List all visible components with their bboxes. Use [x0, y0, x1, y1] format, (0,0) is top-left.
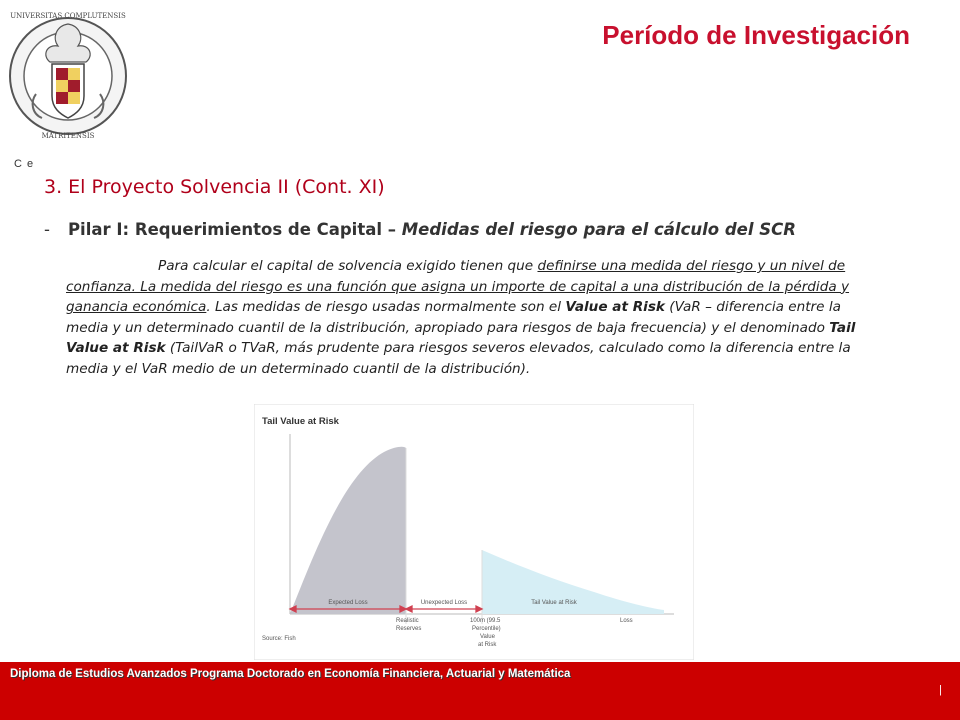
footer-text: Diploma de Estudios Avanzados Programa Doctorado en Economía Financiera, Actuarial y Matemática [10, 668, 571, 680]
logo-text-bottom: MATRITENSIS [41, 132, 95, 140]
band-expected-loss: Expected Loss [328, 600, 368, 606]
label-loss: Loss [620, 618, 633, 624]
page-number: | [939, 684, 942, 696]
faint-text: C e [14, 158, 35, 170]
section-title: 3. El Proyecto Solvencia II (Cont. XI) [44, 176, 385, 198]
label-var-3: Value [480, 634, 495, 640]
band-tail-value-at-risk: Tail Value at Risk [531, 600, 577, 606]
label-var-1: 100m (99.5 [470, 618, 501, 624]
label-var-4: at Risk [478, 642, 497, 648]
university-crest-logo [6, 4, 130, 144]
para-tvar-term: Tail Value at Risk [66, 319, 856, 356]
para-part-7: (TailVaR o TVaR, más prudente para riesgos severos elevados, calculado como la diferencia entre la media y el VaR medio de un determinado cuantil de la distribución). [66, 340, 851, 377]
band-unexpected-loss: Unexpected Loss [420, 600, 468, 606]
label-var-2: Percentile) [472, 626, 501, 632]
para-part-1: Para calcular el capital de solvencia exigido tienen que [158, 258, 538, 274]
para-part-3: . Las medidas de riesgo usadas normalmente son el [206, 299, 566, 315]
logo-text-top: UNIVERSITAS COMPLUTENSIS [10, 12, 126, 20]
para-var-term: Value at Risk [565, 299, 665, 315]
label-reserves-1: Realistic [396, 618, 419, 624]
para-part-5: (VaR – diferencia entre la media y un determinado cuantil de la distribución, apropiado para riesgos de baja frecuencia) y el denominado [66, 299, 841, 336]
figure-title: Tail Value at Risk [262, 416, 339, 427]
pilar-bold-text: Pilar I: Requerimientos de Capital – [67, 220, 397, 239]
para-underlined: definirse una medida del riesgo y un nivel de confianza. La medida del riesgo es una función que asigna un importe de capital a una distribución de la pérdida y ganancia económica [66, 258, 850, 315]
page-title: Período de Investigación [602, 20, 910, 50]
pilar-heading [44, 220, 796, 239]
pilar-italic-text: Medidas del riesgo para el cálculo del SCR [401, 220, 796, 239]
tail-value-at-risk-figure [254, 404, 694, 660]
body-paragraph [66, 256, 886, 379]
figure-source: Source: Fish [262, 636, 296, 642]
label-reserves-2: Reserves [396, 626, 422, 632]
bullet-dash: - [44, 220, 50, 239]
